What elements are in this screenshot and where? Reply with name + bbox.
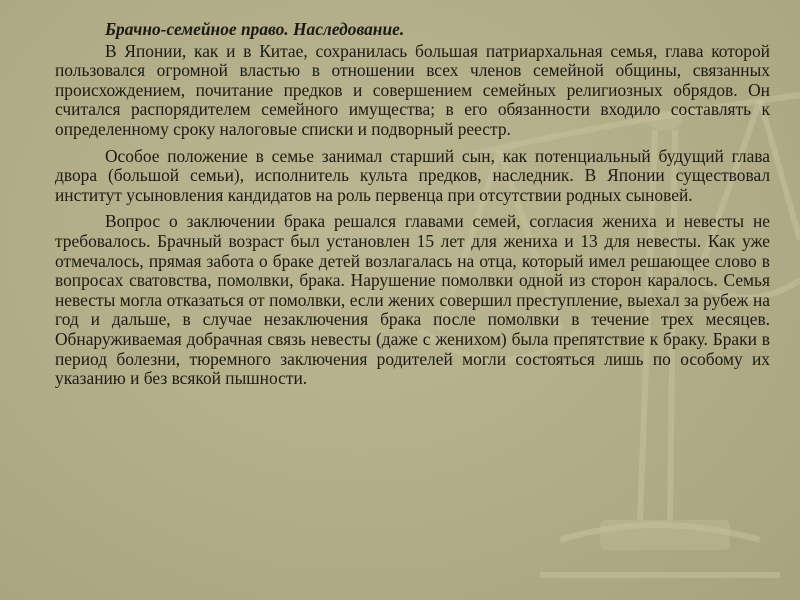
slide-text <box>55 20 770 396</box>
slide-title: Брачно-семейное право. Наследование. <box>105 19 405 39</box>
paragraph-marriage: Вопрос о заключении брака решался главами семей, согласия жениха и невесты не требовалось. Брачный возраст был установлен 15 лет для жениха и 13 для невесты. Как уже отмечалось, прямая забота о браке детей возлагалась на отца, который имел решающее слово в вопросах сватовства, помолвки, брака. Нарушение помолвки одной из сторон каралось. Семья невесты могла отказаться от помолвки, если жених совершил преступление, выехал за рубеж на год и дальше, в случае незаключения брака после помолвки в течение трех месяцев. Обнаруживаемая добрачная связь невесты (даже с женихом) была препятствие к браку. Браки в период болезни, тюремного заключения родителей могли состояться лишь по особому их указанию и без всякой пышности. <box>55 211 770 389</box>
paragraph-eldest-son: Особое положение в семье занимал старший сын, как потенциальный будущий глава двора (большой семьи), исполнитель культа предков, наследник. В Японии существовал институт усыновления кандидатов на роль первенца при отсутствии родных сыновей. <box>55 145 770 205</box>
paragraph-family-head: В Японии, как и в Китае, сохранилась большая патриархальная семья, глава которой пользовался огромной властью в отношении всех членов семейной общины, связанных происхождением, почитание предков и совершением семейных религиозных обрядов. Он считался распорядителем семейного имущества; в его обязанности входило составлять к определенному сроку налоговые списки и подворный реестр. <box>55 40 770 139</box>
